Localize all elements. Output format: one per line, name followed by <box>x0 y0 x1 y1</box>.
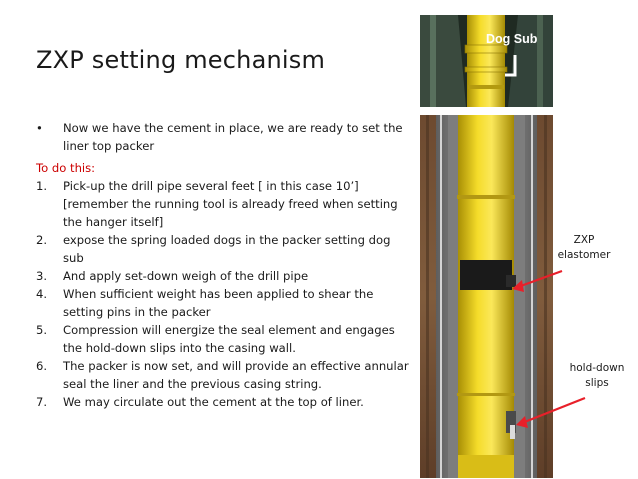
step-item <box>36 177 410 231</box>
packer-main-view <box>420 115 553 478</box>
step-number: 3. <box>36 269 48 283</box>
bullet-marker: • <box>36 121 43 135</box>
step-number: 5. <box>36 323 48 337</box>
photo-label: Dog Sub <box>486 32 538 46</box>
step-number: 1. <box>36 179 48 193</box>
step-item <box>36 321 410 357</box>
step-number: 6. <box>36 359 48 373</box>
dog-sub-inset <box>420 15 553 107</box>
zxp-elastomer-band <box>460 260 512 290</box>
step-item <box>36 357 410 393</box>
step-item <box>36 285 410 321</box>
step-item <box>36 267 410 285</box>
bullet-item <box>36 119 410 155</box>
annotation-line: slips <box>585 377 609 389</box>
step-number: 4. <box>36 287 48 301</box>
packer-illustration <box>420 15 553 478</box>
annotation-line: ZXP <box>573 234 595 246</box>
step-text: The packer is now set, and will provide an effective annular seal the liner and the previous casing string. <box>63 359 409 391</box>
subheading: To do this: <box>36 161 96 175</box>
annotation-hold-down-slips <box>560 361 634 391</box>
step-text: We may circulate out the cement at the top of liner. <box>63 395 364 409</box>
step-text: expose the spring loaded dogs in the packer setting dog sub <box>63 233 391 265</box>
annotation-line: hold-down <box>569 362 625 374</box>
step-text: Compression will energize the seal element and engages the hold-down slips into the casing wall. <box>63 323 395 355</box>
step-text: And apply set-down weigh of the drill pipe <box>63 269 309 283</box>
annotation-line: elastomer <box>557 249 611 261</box>
step-text: Pick-up the drill pipe several feet [ in this case 10’] [remember the running tool is already freed when setting the hanger itself] <box>63 179 398 229</box>
bullet-text: Now we have the cement in place, we are ready to set the liner top packer <box>63 121 403 153</box>
step-text: When sufficient weight has been applied to shear the setting pins in the packer <box>63 287 374 319</box>
step-number: 2. <box>36 233 48 247</box>
slide-title: ZXP setting mechanism <box>36 46 326 74</box>
slide-body <box>36 119 410 411</box>
step-item <box>36 393 410 411</box>
annotation-zxp-elastomer <box>556 233 612 263</box>
step-item <box>36 231 410 267</box>
step-number: 7. <box>36 395 48 409</box>
